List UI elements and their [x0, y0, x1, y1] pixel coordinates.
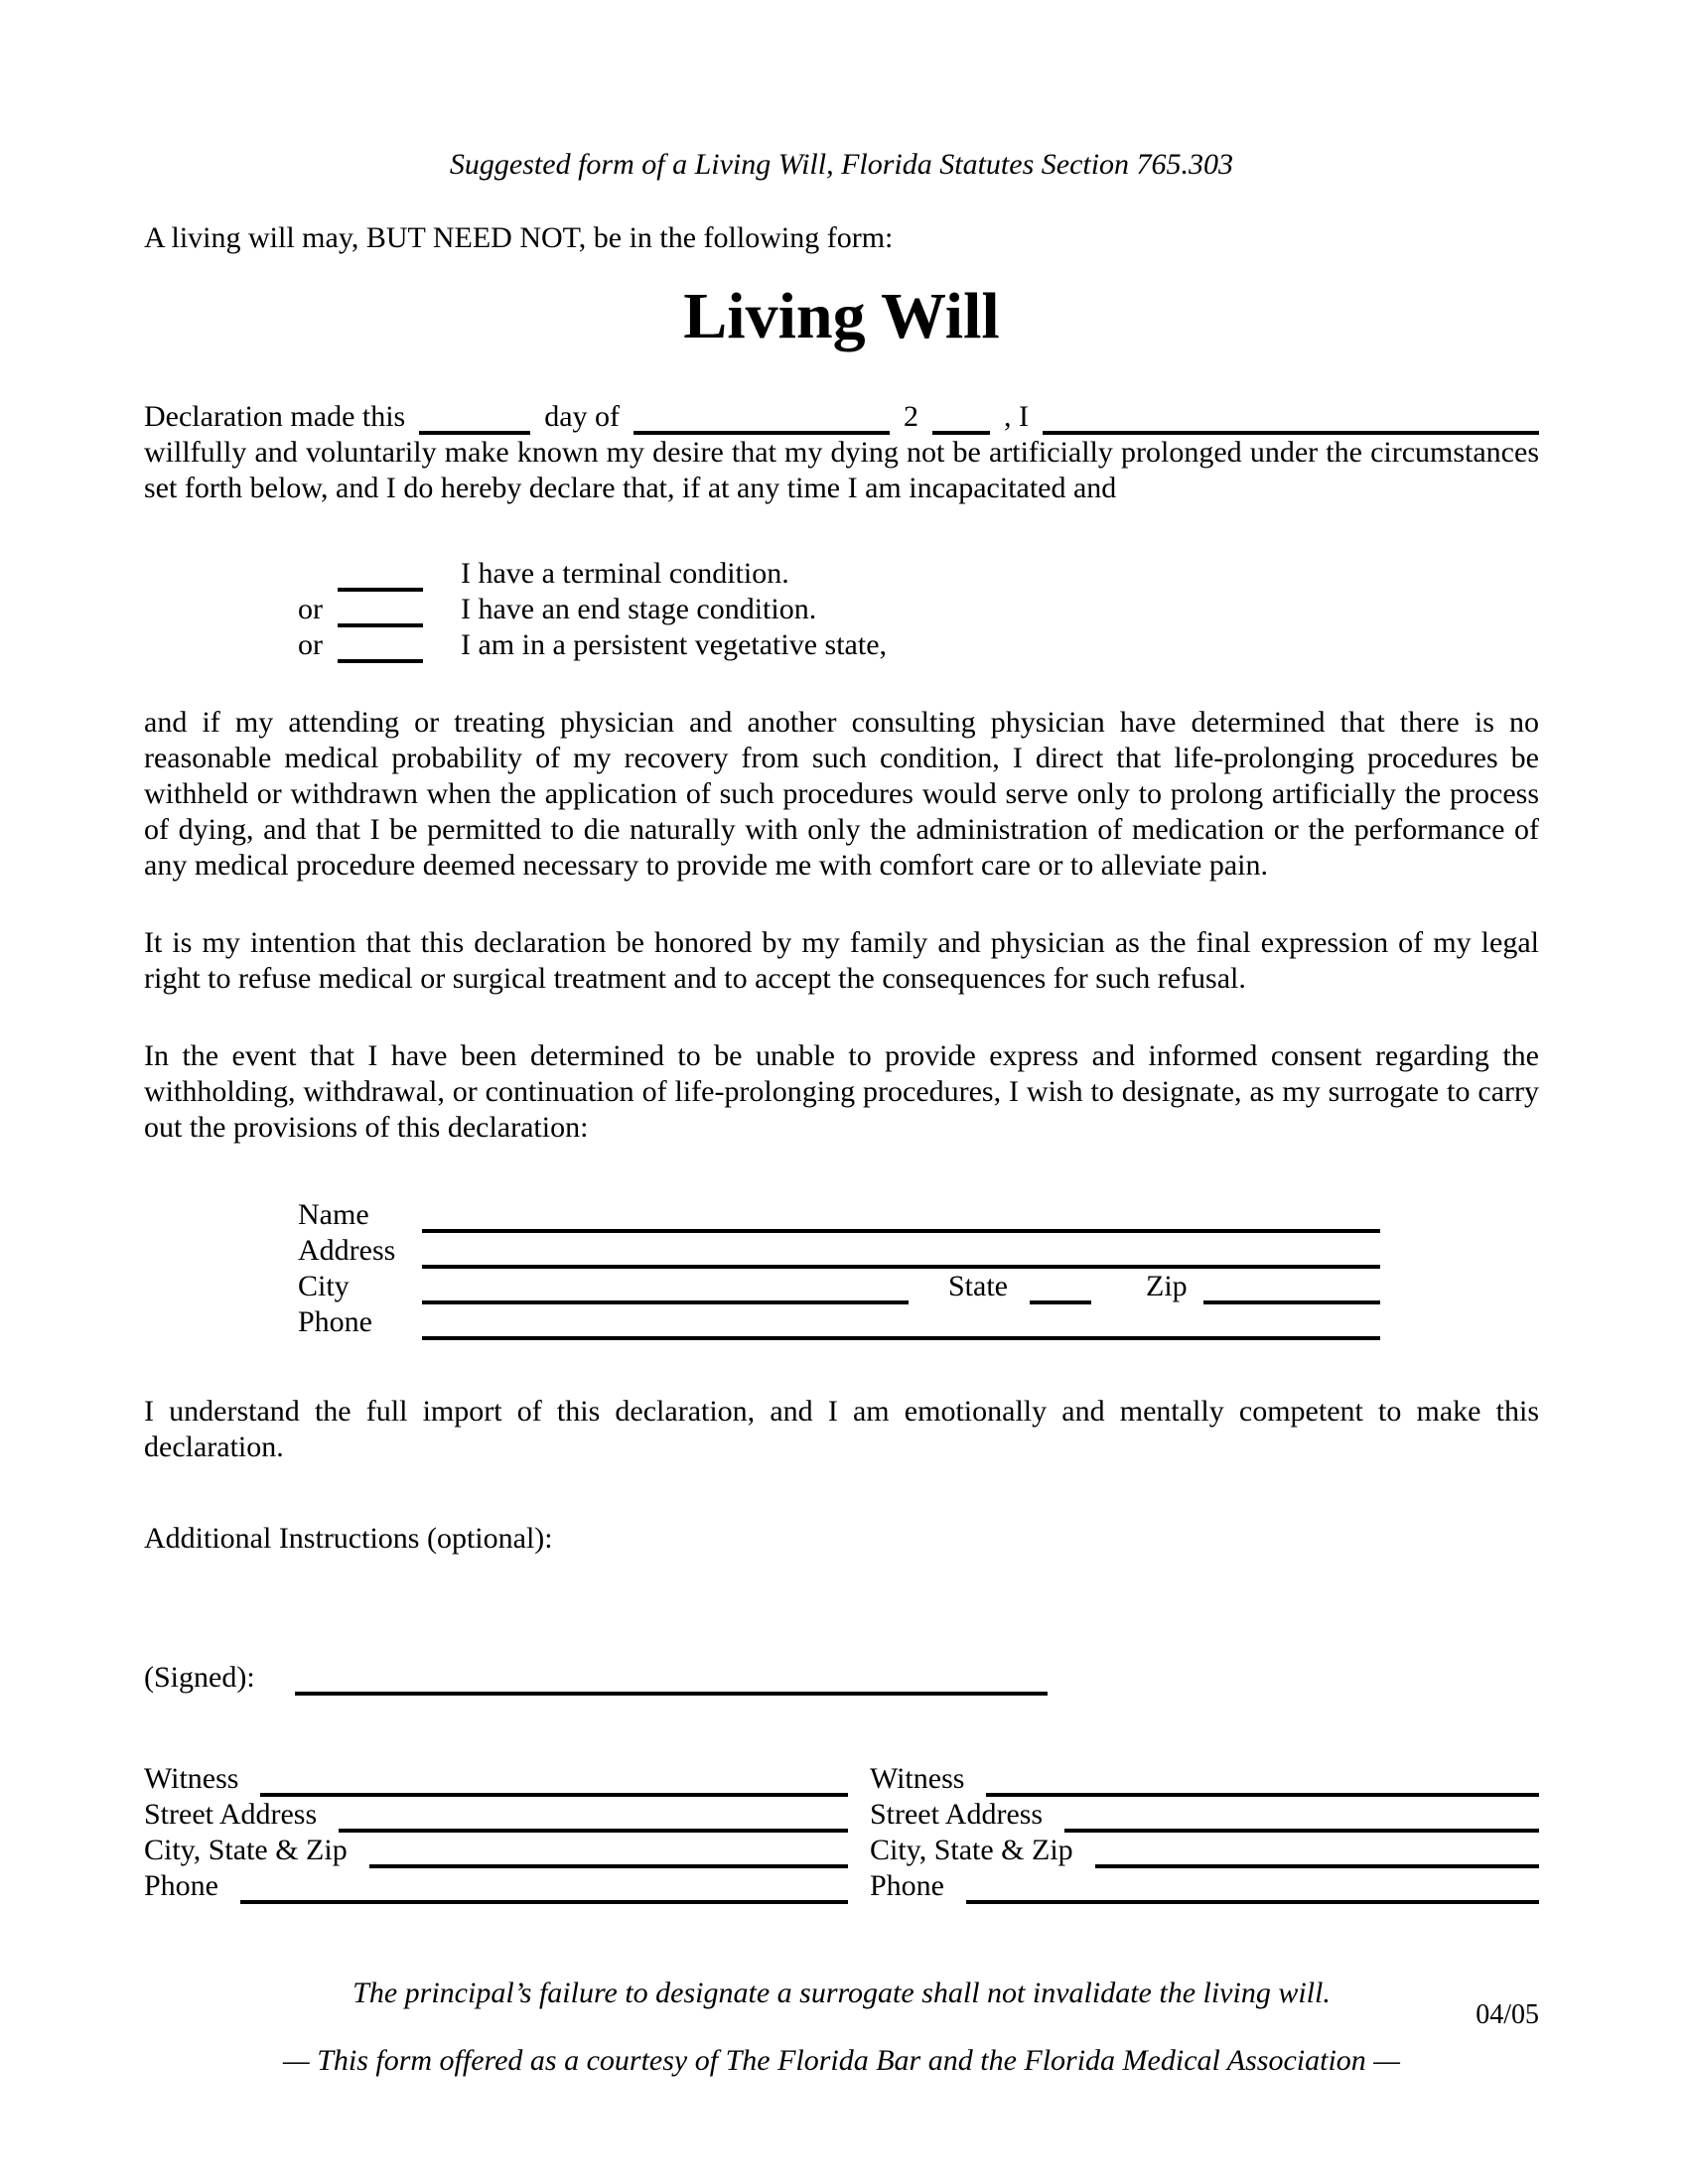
declaration-line	[144, 399, 1539, 435]
witness2-street-row	[870, 1797, 1539, 1833]
or-label: or	[298, 593, 323, 625]
year-blank[interactable]	[932, 405, 990, 435]
surrogate-phone-row	[298, 1304, 1380, 1340]
surrogate-name-label: Name	[298, 1198, 369, 1231]
surrogate-zip-line[interactable]	[1203, 1275, 1380, 1304]
surrogate-name-line[interactable]	[422, 1203, 1380, 1233]
intro-line: A living will may, BUT NEED NOT, be in the following form:	[144, 221, 894, 254]
witness2-city-state-zip-label: City, State & Zip	[869, 1834, 1073, 1866]
intention-paragraph: It is my intention that this declaration be honored by my family and physician as the final expression of my legal right to refuse medical or surgical treatment and to accept the consequences for such refusal.	[144, 926, 1539, 995]
surrogate-state-label: State	[948, 1270, 1008, 1302]
witness2-street-line[interactable]	[1064, 1803, 1539, 1833]
surrogate-paragraph: In the event that I have been determined to be unable to provide express and informed consent regarding the withholding, withdrawal, or continuation of life-prolonging procedures, I wish to designate, as my surrogate to carry out the provisions of this declaration:	[144, 1039, 1539, 1144]
condition-row-terminal	[298, 556, 1539, 592]
declaration-body: willfully and voluntarily make known my desire that my dying not be artificially prolonged under the circumstances set forth below, and I do hereby declare that, if at any time I am incapacitated and	[144, 436, 1539, 504]
courtesy-note: — This form offered as a courtesy of The Florida Bar and the Florida Medical Association —	[283, 2044, 1400, 2077]
witness2-column	[870, 1761, 1539, 1904]
declaration-lead-text: Declaration made this	[144, 400, 406, 433]
witness1-street-label: Street Address	[144, 1798, 318, 1831]
surrogate-city-line[interactable]	[422, 1275, 909, 1304]
witness1-street-line[interactable]	[339, 1803, 848, 1833]
day-blank[interactable]	[419, 405, 530, 435]
signed-row	[144, 1660, 1539, 1696]
witness2-name-line[interactable]	[986, 1767, 1539, 1797]
day-of-text: day of	[544, 400, 621, 433]
witness1-column	[144, 1761, 848, 1904]
witness2-city-row	[870, 1833, 1539, 1868]
witness1-city-state-zip-line[interactable]	[369, 1839, 848, 1868]
surrogate-address-line[interactable]	[422, 1239, 1380, 1269]
surrogate-zip-label: Zip	[1146, 1270, 1188, 1302]
witness-section	[144, 1761, 1539, 1904]
signature-line[interactable]	[295, 1666, 1048, 1696]
witness1-city-row	[144, 1833, 848, 1868]
witness2-phone-label: Phone	[869, 1869, 944, 1902]
additional-instructions-label: Additional Instructions (optional):	[144, 1522, 553, 1555]
competence-paragraph: I understand the full import of this declaration, and I am emotionally and mentally competent to make this declaration.	[144, 1395, 1539, 1463]
statute-reference-note: Suggested form of a Living Will, Florida Statutes Section 765.303	[449, 148, 1234, 181]
month-blank[interactable]	[633, 405, 890, 435]
surrogate-address-label: Address	[298, 1234, 396, 1267]
vegetative-state-blank[interactable]	[338, 633, 423, 663]
condition-row-vegetative	[298, 627, 1539, 663]
witness1-street-row	[144, 1797, 848, 1833]
witness2-label: Witness	[869, 1762, 965, 1795]
condition-row-end-stage	[298, 592, 1539, 627]
revision-code: 04/05	[1476, 1999, 1539, 2030]
witness2-street-label: Street Address	[869, 1798, 1044, 1831]
witness1-label: Witness	[144, 1762, 239, 1795]
surrogate-address-row	[298, 1233, 1380, 1269]
principal-failure-note: The principal’s failure to designate a surrogate shall not invalidate the living will.	[352, 1977, 1331, 2009]
end-stage-condition-blank[interactable]	[338, 598, 423, 627]
vegetative-state-label: I am in a persistent vegetative state,	[461, 628, 888, 661]
end-stage-condition-label: I have an end stage condition.	[461, 593, 817, 625]
witness2-phone-row	[870, 1868, 1539, 1904]
witness1-name-row	[144, 1761, 848, 1797]
surrogate-phone-label: Phone	[298, 1305, 372, 1338]
surrogate-city-label: City	[298, 1270, 350, 1302]
witness1-name-line[interactable]	[260, 1767, 848, 1797]
directive-paragraph: and if my attending or treating physician and another consulting physician have determined that there is no reasonable medical probability of my recovery from such condition, I direct that life-prolonging procedures be withheld or withdrawn when the application of such procedures would serve only to prolong artificially the process of dying, and that I be permitted to die naturally with only the administration of medication or the performance of any medical procedure deemed necessary to provide me with comfort care or to alleviate pain.	[144, 706, 1539, 882]
witness1-phone-label: Phone	[144, 1869, 218, 1902]
or-label: or	[298, 628, 323, 661]
surrogate-city-row	[298, 1269, 1380, 1304]
surrogate-fields-block	[298, 1197, 1380, 1340]
comma-i-text: , I	[1004, 400, 1030, 433]
year-prefix-text: 2	[904, 400, 919, 433]
witness2-city-state-zip-line[interactable]	[1095, 1839, 1539, 1868]
page-title: Living Will	[683, 280, 1000, 352]
witness1-city-state-zip-label: City, State & Zip	[144, 1834, 348, 1866]
terminal-condition-label: I have a terminal condition.	[461, 557, 789, 590]
witness1-phone-line[interactable]	[240, 1874, 848, 1904]
witness2-phone-line[interactable]	[966, 1874, 1539, 1904]
surrogate-state-line[interactable]	[1030, 1275, 1091, 1304]
signed-label: (Signed):	[144, 1661, 255, 1694]
terminal-condition-blank[interactable]	[338, 562, 423, 592]
witness2-name-row	[870, 1761, 1539, 1797]
surrogate-phone-line[interactable]	[422, 1310, 1380, 1340]
declarant-name-blank[interactable]	[1043, 405, 1539, 435]
conditions-block	[144, 556, 1539, 663]
surrogate-name-row	[298, 1197, 1380, 1233]
witness1-phone-row	[144, 1868, 848, 1904]
